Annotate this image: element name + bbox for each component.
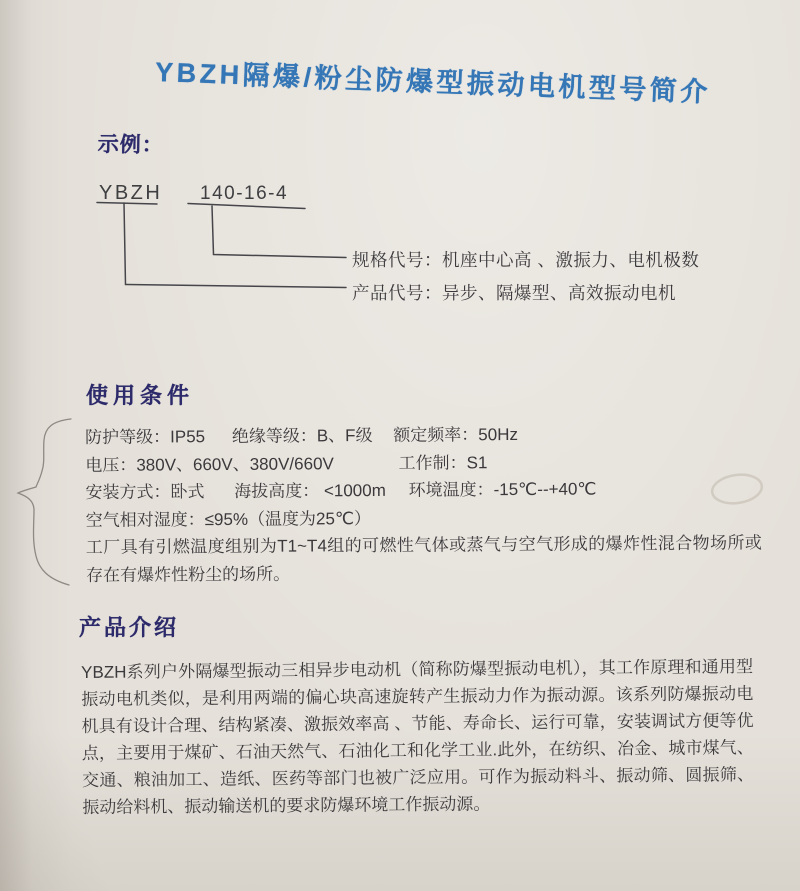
condition-item: 绝缘等级：B、F级 — [231, 425, 373, 446]
model-spec-code: 140-16-4 — [200, 183, 289, 204]
product-code-description: 产品代号：异步、隔爆型、高效振动电机 — [352, 283, 676, 303]
product-code-connector — [124, 203, 346, 288]
model-connector-lines — [97, 203, 346, 288]
condition-item: 防护等级：IP55 — [85, 427, 206, 447]
spec-code-description: 规格代号：机座中心高 、激振力、电机极数 — [352, 250, 700, 270]
usage-conditions-list — [85, 419, 764, 589]
condition-item: 电压：380V、660V、380V/660V — [85, 453, 334, 475]
condition-item: 额定频率：50Hz — [393, 424, 519, 445]
condition-item: 空气相对湿度：≤95%（温度为25℃） — [85, 508, 372, 530]
condition-item: 安装方式：卧式 — [85, 482, 205, 502]
condition-item: 海拔高度： <1000m — [234, 480, 386, 501]
spec-code-connector — [212, 206, 346, 258]
conditions-environment-note: 工厂具有引燃温度组别为T1~T4组的可燃性气体或蒸气与空气形成的爆炸性混合物场所或存在有爆炸性粉尘的场所。 — [85, 533, 762, 585]
product-intro-heading: 产品介绍 — [79, 615, 180, 640]
usage-conditions-heading: 使用条件 — [86, 383, 195, 408]
left-brace-decoration — [18, 419, 71, 585]
product-intro-paragraph: YBZH系列户外隔爆型振动三相异步电动机（简称防爆型振动电机），其工作原理和通用型振动电机类似，是利用两端的偏心块高速旋转产生振动力作为振动源。该系列防爆振动电机具有设计合理、结构紧凑、激振效率高 、节能、寿命长、运行可靠，安装调试方便等优点，主要用于煤矿、石油天然气、石油化工和化学工业.此外，在纺织、冶金、城市煤气、交通、粮油加工、造纸、医药等部门也被广泛应用。可作为振动料斗、振动筛、圆振筛、振动给料机、振动输送机的要求防爆环境工作振动源。 — [81, 657, 755, 817]
model-prefix-code: YBZH — [99, 182, 163, 204]
example-section-label: 示例： — [97, 132, 164, 158]
condition-item: 工作制：S1 — [398, 452, 488, 473]
page-title: YBZH隔爆/粉尘防爆型振动电机型号简介 — [154, 56, 712, 108]
condition-item: 环境温度：-15℃--+40℃ — [408, 479, 597, 500]
